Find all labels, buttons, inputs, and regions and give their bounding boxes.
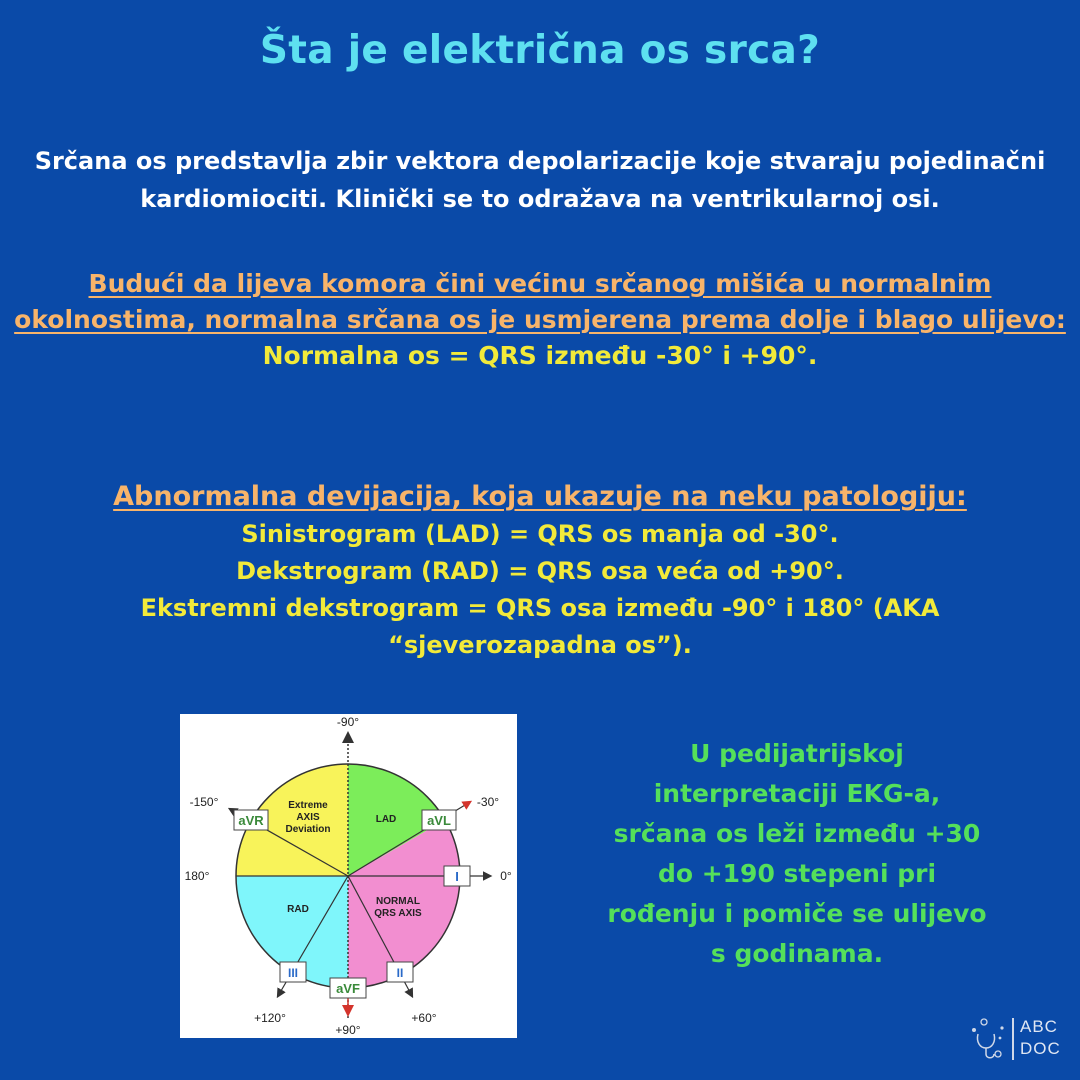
normal-axis-text: Normalna os = QRS između -30° i +90°. [262,341,818,370]
lad-definition: Sinistrogram (LAD) = QRS os manja od -30°. [241,520,839,548]
rad-label: RAD [287,904,309,915]
ii-lead-label: II [396,966,404,980]
pediatric-note: U pedijatrijskoj interpretaciji EKG-a, srčana os leži između +30 do +190 stepeni pri rođenju i pomiče se ulijevo s godinama. [607,739,987,968]
stethoscope-icon [970,1016,1010,1062]
abnormal-deviation-section [14,478,1066,664]
normal-label-2: QRS AXIS [374,908,422,919]
avr-lead-label: aVR [238,813,264,828]
i-lead-label: I [455,869,459,884]
extreme-label-1: Extreme [288,800,328,811]
avl-lead-label: aVL [427,813,451,828]
avf-lead-label: aVF [336,981,360,996]
page-title: Šta je električna os srca? [259,28,821,73]
axis-wheel-svg [180,714,517,1038]
angle-bottom-left: +120° [254,1011,286,1025]
normal-axis-section [14,266,1066,374]
logo-line-2: DOC [1020,1039,1061,1058]
normal-axis-heading: Budući da lijeva komora čini većinu srčanog mišića u normalnim okolnostima, normalna srčana os je usmjerena prema dolje i blago ulijevo: [14,269,1066,334]
rad-definition: Dekstrogram (RAD) = QRS osa veća od +90°. [236,557,844,585]
angle-left: 180° [184,869,210,883]
abcdoc-logo [970,1014,1060,1064]
lad-label: LAD [375,814,397,825]
angle-top-right: -30° [476,795,500,809]
angle-right: 0° [500,869,512,883]
angle-top: -90° [336,715,360,729]
extreme-definition: Ekstremni dekstrogram = QRS osa između -90° i 180° (AKA “sjeverozapadna os”). [140,594,940,659]
iii-lead-label: III [287,966,299,980]
normal-label-1: NORMAL [376,896,420,907]
logo-line-1: ABC [1020,1017,1058,1036]
logo-text [1020,1016,1061,1060]
angle-bottom: +90° [335,1023,361,1037]
extreme-label-2: AXIS [296,812,320,823]
logo-divider [1012,1018,1014,1060]
angle-top-left: -150° [189,795,219,809]
angle-bottom-right: +60° [411,1011,437,1025]
abnormal-deviation-heading: Abnormalna devijacija, koja ukazuje na neku patologiju: [113,481,967,512]
extreme-label-3: Deviation [285,824,331,835]
intro-paragraph: Srčana os predstavlja zbir vektora depolarizacije koje stvaraju pojedinačni kardiomiociti. Klinički se to odražava na ventrikularnoj osi. [34,147,1046,213]
cardiac-axis-diagram [180,714,517,1038]
